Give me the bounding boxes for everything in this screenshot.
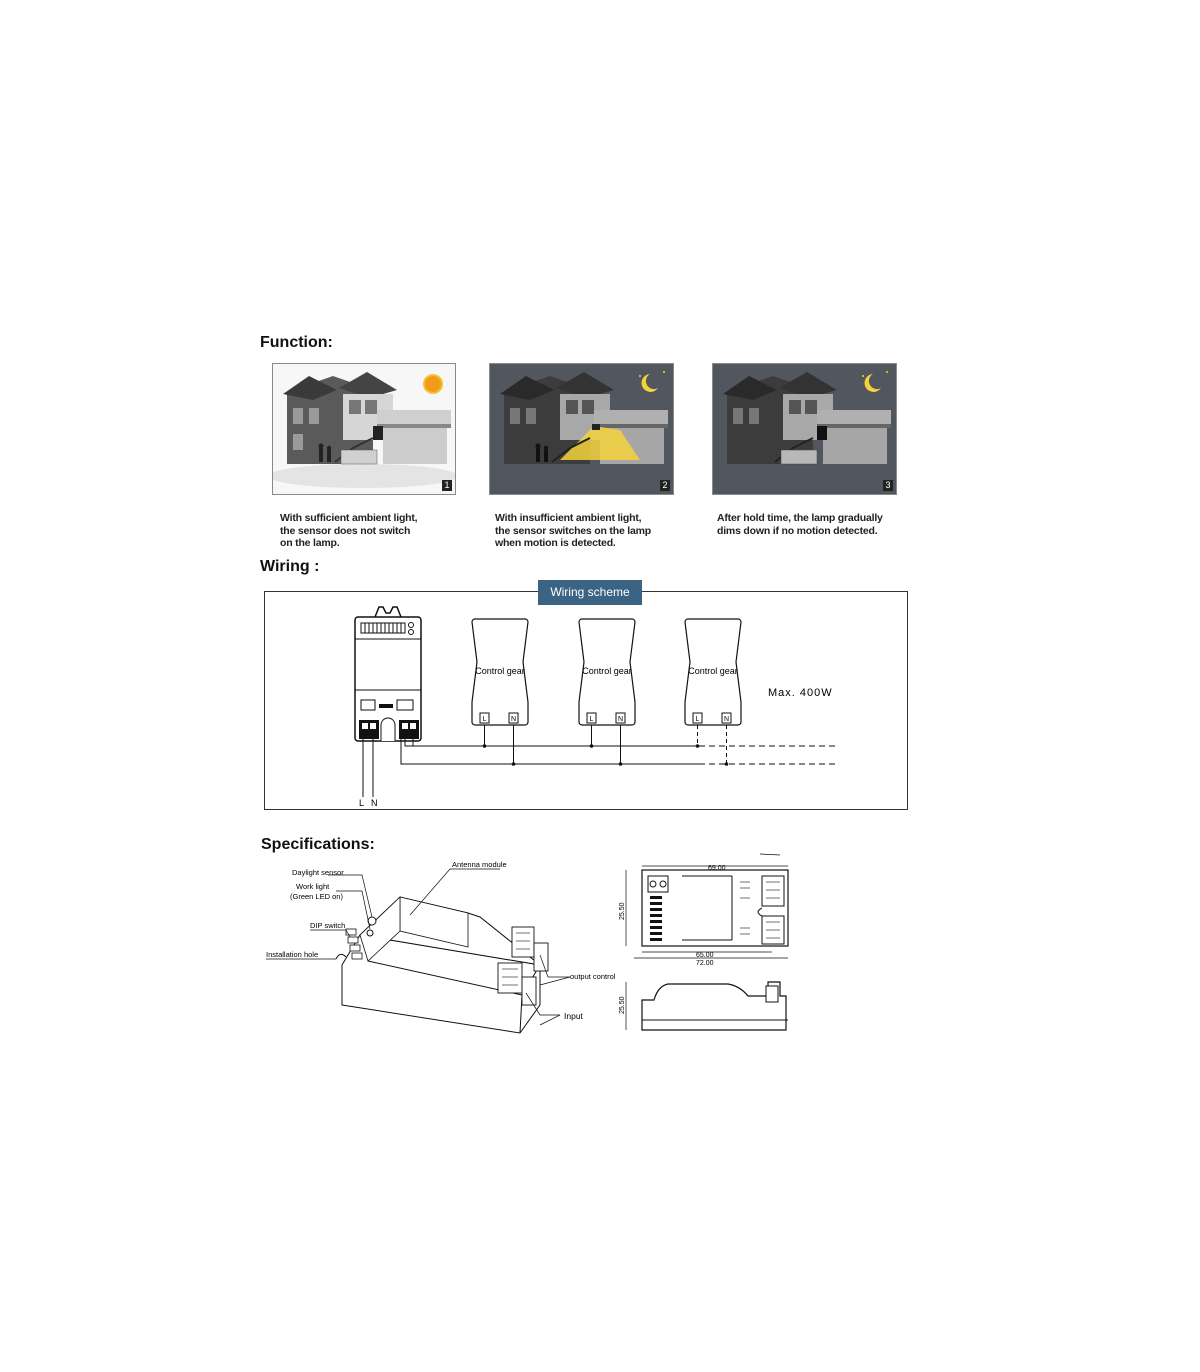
panel-number-badge: 3 (883, 480, 893, 491)
wiring-heading: Wiring : (260, 558, 320, 575)
control-gear-label: Control gear (475, 666, 525, 676)
caption-line: the sensor does not switch (280, 524, 411, 537)
caption-line: when motion is detected. (495, 537, 616, 549)
function-illustration-dim-down (712, 363, 897, 495)
output-control-label: output control (570, 972, 616, 981)
work-light-sublabel: (Green LED on) (290, 892, 343, 901)
installation-hole-label: Installation hole (266, 950, 319, 959)
wiring-diagram (264, 591, 908, 810)
terminal-n-label: N (723, 716, 730, 723)
max-load-label: Max. 400W (768, 687, 833, 699)
function-illustration-daylight (272, 363, 456, 495)
specifications-heading: Specifications: (261, 836, 375, 853)
sensor-module (355, 607, 421, 741)
input-label: Input (564, 1011, 583, 1021)
dip-switch-label: DIP switch (310, 921, 346, 930)
function-caption-2 (495, 512, 651, 550)
mains-n-label: N (371, 798, 378, 808)
caption-line: After hold time, the lamp gradually (717, 512, 883, 524)
control-gear-3 (685, 619, 741, 766)
dimension-height-side: 25.50 (619, 996, 626, 1014)
function-illustration-motion-detected (489, 363, 674, 495)
control-gear-label: Control gear (688, 666, 738, 676)
dimension-height-top: 25.50 (619, 902, 626, 920)
terminal-l-label: L (482, 716, 487, 723)
dimension-inner-width: 65.00 (696, 952, 714, 959)
function-caption-3 (717, 512, 883, 537)
wiring-scheme-tab: Wiring scheme (538, 580, 642, 605)
terminal-n-label: N (617, 716, 624, 723)
caption-line: With sufficient ambient light, (280, 512, 418, 524)
caption-line: With insufficient ambient light, (495, 512, 642, 524)
panel-number-badge: 2 (660, 480, 670, 491)
work-light-label: Work light (296, 882, 330, 891)
product-dimension-drawing (612, 852, 802, 1037)
daylight-sensor-label: Daylight sensor (292, 868, 344, 877)
terminal-n-label: N (510, 716, 517, 723)
caption-line: dims down if no motion detected. (717, 524, 878, 537)
caption-line: the sensor switches on the lamp (495, 524, 652, 537)
function-heading: Function: (260, 334, 333, 351)
terminal-l-label: L (589, 716, 594, 723)
control-gear-label: Control gear (582, 666, 632, 676)
antenna-module-label: Antenna module (452, 860, 507, 869)
control-gear-1 (472, 619, 528, 766)
mains-l-label: L (359, 798, 365, 808)
dimension-overall-width: 72.00 (696, 960, 714, 967)
product-isometric-drawing (250, 855, 620, 1040)
caption-line: on the lamp. (280, 537, 340, 549)
control-gear-2 (579, 619, 635, 766)
dimension-top-width: 69.00 (708, 865, 726, 872)
function-caption-1 (280, 512, 417, 550)
terminal-l-label: L (695, 716, 700, 723)
panel-number-badge: 1 (442, 480, 452, 491)
